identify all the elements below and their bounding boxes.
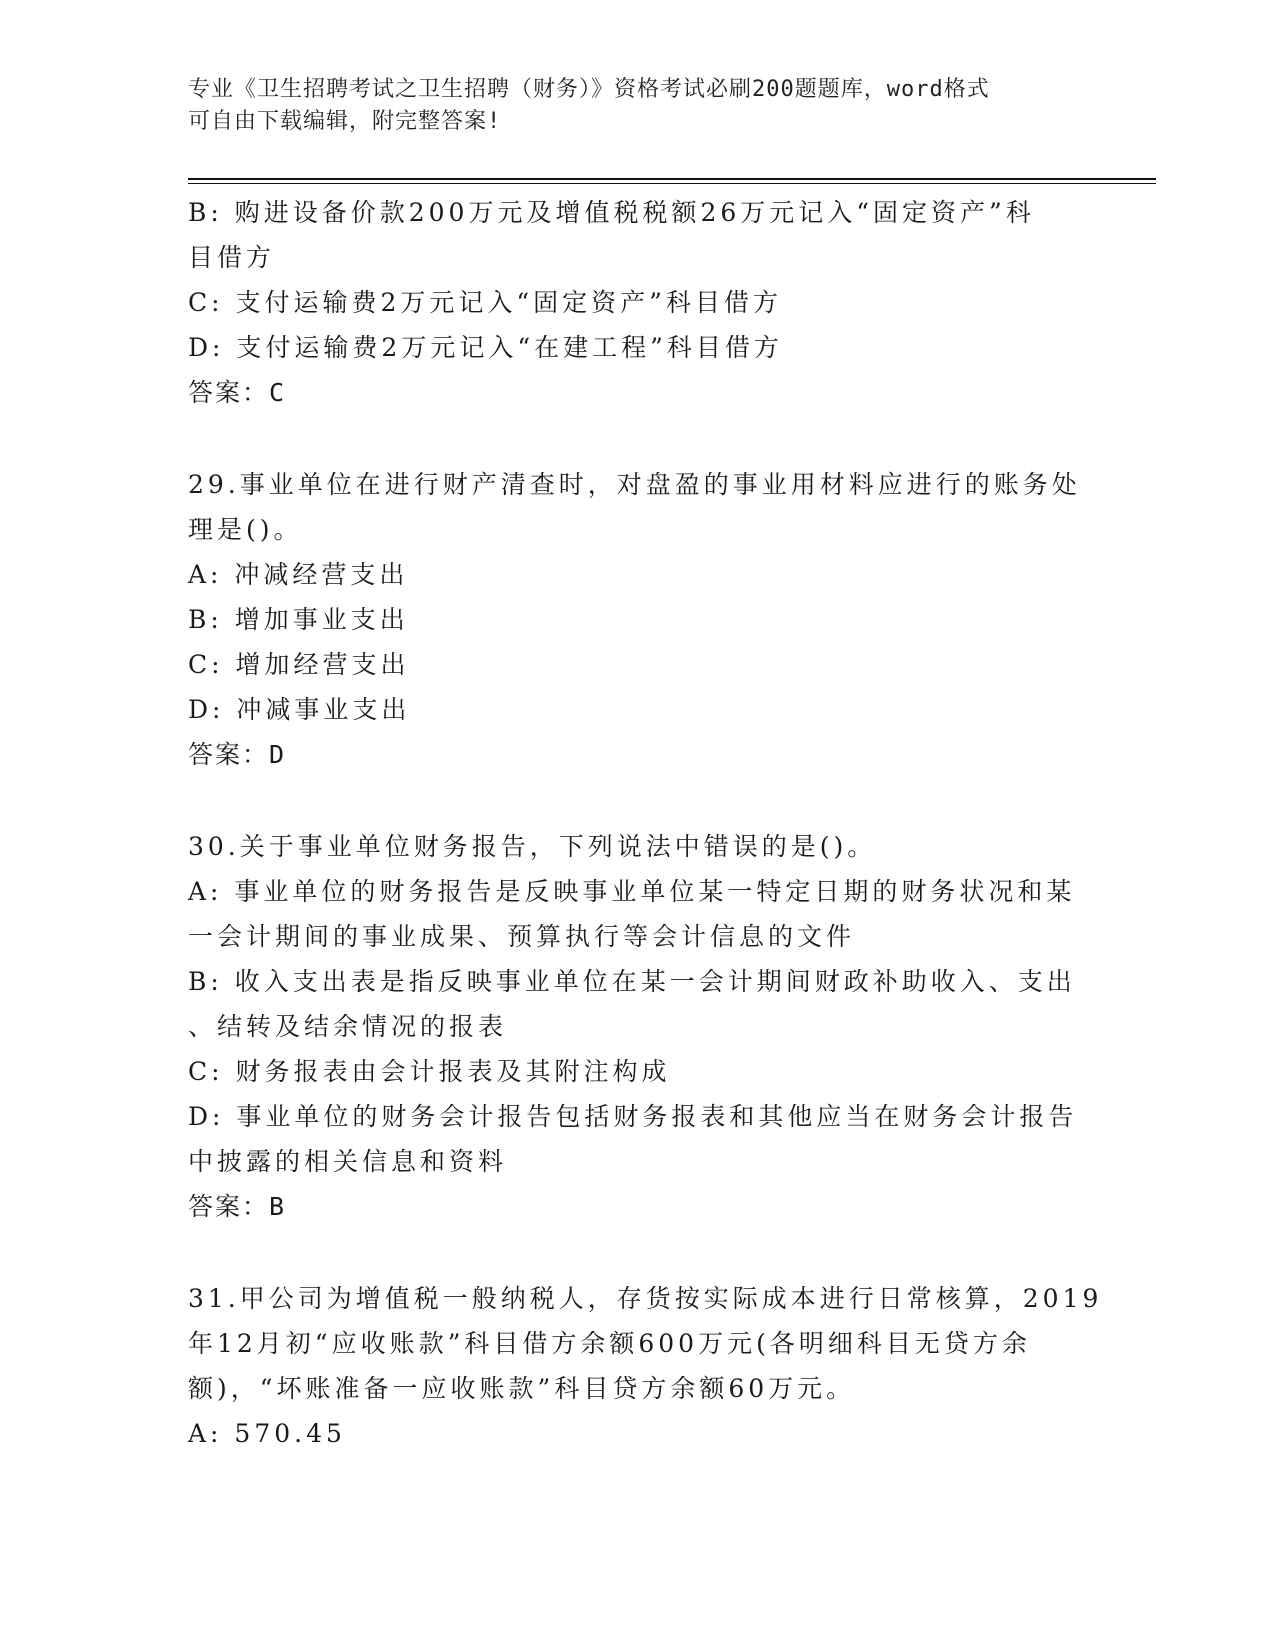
header-line-2: 可自由下载编辑，附完整答案! xyxy=(188,109,502,134)
option-d: D: 支付运输费2万元记入“在建工程”科目借方 xyxy=(188,333,783,362)
question-stem-line-1: 31.甲公司为增值税一般纳税人，存货按实际成本进行日常核算，2019 xyxy=(188,1284,1103,1313)
answer xyxy=(188,1184,1088,1229)
answer-value: B xyxy=(269,1192,287,1221)
document-header xyxy=(188,74,1068,138)
document-body xyxy=(188,190,1103,1456)
answer xyxy=(188,732,1088,777)
question-stem: 30.关于事业单位财务报告，下列说法中错误的是()。 xyxy=(188,832,877,861)
option-b-line-2: 目借方 xyxy=(188,243,276,272)
spacer xyxy=(188,1229,1088,1276)
option-b-line-2: 、结转及结余情况的报表 xyxy=(188,1012,508,1041)
spacer xyxy=(188,415,1088,462)
question-stem-line-3: 额)，“坏账准备一应收账款”科目贷方余额60万元。 xyxy=(188,1374,856,1403)
option-d-line-2: 中披露的相关信息和资料 xyxy=(188,1147,508,1176)
question-stem-line-2: 理是()。 xyxy=(188,515,303,544)
question-28 xyxy=(188,190,1088,415)
answer-label: 答案： xyxy=(188,1192,270,1221)
header-line-1: 专业《卫生招聘考试之卫生招聘（财务）》资格考试必刷200题题库，word格式 xyxy=(188,77,990,102)
option-d: D: 冲减事业支出 xyxy=(188,695,411,724)
question-stem-line-2: 年12月初“应收账款”科目借方余额600万元(各明细科目无贷方余 xyxy=(188,1329,1031,1358)
answer-label: 答案： xyxy=(188,740,270,769)
option-a: A: 冲减经营支出 xyxy=(188,560,409,589)
option-b-line-1: B: 收入支出表是指反映事业单位在某一会计期间财政补助收入、支出 xyxy=(188,967,1076,996)
header-rule-thick xyxy=(188,178,1156,180)
header-rule-thin xyxy=(188,183,1156,184)
option-c: C: 支付运输费2万元记入“固定资产”科目借方 xyxy=(188,288,782,317)
question-29 xyxy=(188,462,1088,777)
answer-value: D xyxy=(269,740,287,769)
option-b: B: 增加事业支出 xyxy=(188,605,409,634)
option-a: A: 570.45 xyxy=(188,1419,346,1448)
option-b-line-1: B: 购进设备价款200万元及增值税税额26万元记入“固定资产”科 xyxy=(188,198,1035,227)
answer-value: C xyxy=(269,378,287,407)
option-c: C: 增加经营支出 xyxy=(188,650,410,679)
question-31 xyxy=(188,1276,1103,1456)
answer xyxy=(188,370,1088,415)
question-30 xyxy=(188,824,1088,1229)
option-a-line-1: A: 事业单位的财务报告是反映事业单位某一特定日期的财务状况和某 xyxy=(188,877,1076,906)
spacer xyxy=(188,777,1088,824)
option-d-line-1: D: 事业单位的财务会计报告包括财务报表和其他应当在财务会计报告 xyxy=(188,1102,1078,1131)
option-a-line-2: 一会计期间的事业成果、预算执行等会计信息的文件 xyxy=(188,922,856,951)
option-c: C: 财务报表由会计报表及其附注构成 xyxy=(188,1057,671,1086)
question-stem-line-1: 29.事业单位在进行财产清查时，对盘盈的事业用材料应进行的账务处 xyxy=(188,470,1081,499)
answer-label: 答案： xyxy=(188,378,270,407)
